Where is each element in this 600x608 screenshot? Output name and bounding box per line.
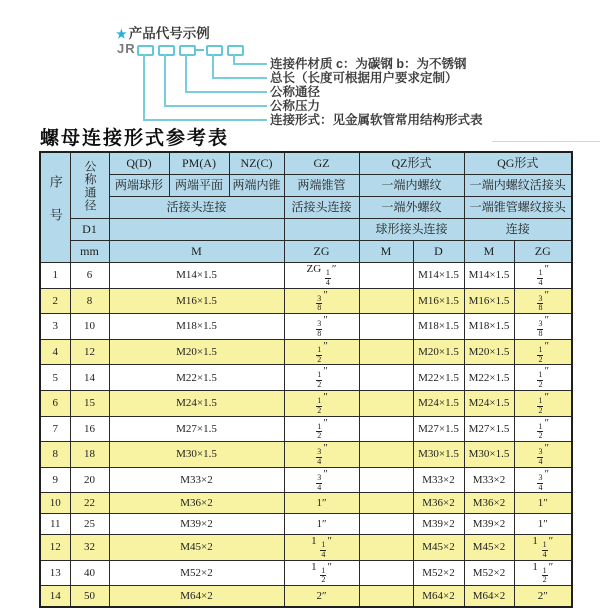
cell-qg-zg: $\frac{1}{2}$ ″ bbox=[514, 390, 572, 416]
cell-m: M16×1.5 bbox=[109, 288, 284, 314]
header-pm-sub: 两端平面 bbox=[169, 175, 229, 197]
cell-serial: 8 bbox=[40, 442, 70, 468]
cell-qz-m bbox=[359, 467, 413, 493]
header-pm: PM(A) bbox=[169, 152, 229, 175]
cell-serial: 7 bbox=[40, 416, 70, 442]
cell-qg-m: M36×2 bbox=[464, 493, 514, 514]
cell-mm: 25 bbox=[70, 514, 109, 535]
header-q-sub: 两端球形 bbox=[109, 175, 169, 197]
cell-qg-zg: $\frac{1}{2}$ ″ bbox=[514, 365, 572, 391]
cell-m: M36×2 bbox=[109, 493, 284, 514]
cell-qg-m: M33×2 bbox=[464, 467, 514, 493]
cell-qg-m: M14×1.5 bbox=[464, 263, 514, 289]
table-row bbox=[40, 339, 572, 365]
header-col-zg2: ZG bbox=[514, 241, 572, 263]
cell-qz-d: M64×2 bbox=[413, 586, 464, 607]
cell-qg-zg: $\frac{1}{2}$ ″ bbox=[514, 416, 572, 442]
cell-m: M30×1.5 bbox=[109, 442, 284, 468]
nut-connection-table bbox=[39, 151, 573, 608]
cell-gz: $\frac{1}{2}$ ″ bbox=[284, 339, 359, 365]
cell-qz-d: M36×2 bbox=[413, 493, 464, 514]
cell-qg-m: M52×2 bbox=[464, 560, 514, 586]
cell-serial: 1 bbox=[40, 263, 70, 289]
cell-qz-d: M14×1.5 bbox=[413, 263, 464, 289]
diagram-heading-text: 产品代号示例 bbox=[128, 26, 210, 41]
cell-qz-d: M45×2 bbox=[413, 534, 464, 560]
cell-qz-d: M33×2 bbox=[413, 467, 464, 493]
cell-qg-zg: $\frac{1}{2}$ ″ bbox=[514, 339, 572, 365]
cell-gz: 1″ bbox=[284, 493, 359, 514]
cell-gz: $\frac{3}{4}$ ″ bbox=[284, 442, 359, 468]
header-col-m3: M bbox=[464, 241, 514, 263]
cell-qz-d: M52×2 bbox=[413, 560, 464, 586]
cell-mm: 6 bbox=[70, 263, 109, 289]
header-qg-sub2: 一端锥管螺纹接头 bbox=[464, 197, 572, 219]
header-col-m2: M bbox=[359, 241, 413, 263]
connector-line bbox=[185, 54, 187, 93]
header-nz-sub: 两端内锥 bbox=[229, 175, 284, 197]
cell-qg-m: M64×2 bbox=[464, 586, 514, 607]
cell-mm: 15 bbox=[70, 390, 109, 416]
header-col-d: D bbox=[413, 241, 464, 263]
cell-qz-d: M24×1.5 bbox=[413, 390, 464, 416]
cell-qz-m bbox=[359, 442, 413, 468]
code-box-4 bbox=[206, 45, 223, 56]
cell-m: M33×2 bbox=[109, 467, 284, 493]
connector-line bbox=[164, 105, 267, 107]
cell-mm: 40 bbox=[70, 560, 109, 586]
cell-qz-m bbox=[359, 586, 413, 607]
header-col-zg1: ZG bbox=[284, 241, 359, 263]
cell-mm: 32 bbox=[70, 534, 109, 560]
cell-m: M18×1.5 bbox=[109, 314, 284, 340]
cell-m: M24×1.5 bbox=[109, 390, 284, 416]
cell-qz-m bbox=[359, 390, 413, 416]
diagram-label-connection: 连接形式：见金属软管常用结构形式表 bbox=[270, 113, 483, 127]
cell-gz: 1 $\frac{1}{4}$ ″ bbox=[284, 534, 359, 560]
header-nominal-diameter: 公称通径 bbox=[70, 152, 109, 219]
cell-qz-d: M18×1.5 bbox=[413, 314, 464, 340]
table-row bbox=[40, 493, 572, 514]
header-qz-sub1: 一端内螺纹 bbox=[359, 175, 464, 197]
cell-qg-zg: $\frac{3}{4}$ ″ bbox=[514, 467, 572, 493]
header-qg-sub3: 连接 bbox=[464, 219, 572, 241]
code-box-2 bbox=[158, 45, 175, 56]
cell-qg-m: M39×2 bbox=[464, 514, 514, 535]
cell-qg-zg: 1 $\frac{1}{2}$ ″ bbox=[514, 560, 572, 586]
cell-m: M20×1.5 bbox=[109, 339, 284, 365]
diagram-label-material: 连接件材质 c：为碳钢 b：为不锈钢 bbox=[270, 57, 467, 71]
cell-qz-m bbox=[359, 365, 413, 391]
code-box-3 bbox=[179, 45, 196, 56]
header-qg-sub1: 一端内螺纹活接头 bbox=[464, 175, 572, 197]
header-nz: NZ(C) bbox=[229, 152, 284, 175]
header-empty-1 bbox=[109, 219, 284, 241]
cell-qg-zg: 1″ bbox=[514, 514, 572, 535]
connector-line bbox=[164, 54, 166, 107]
cell-qz-d: M39×2 bbox=[413, 514, 464, 535]
header-gz: GZ bbox=[284, 152, 359, 175]
cell-qz-m bbox=[359, 288, 413, 314]
table-header bbox=[40, 152, 572, 263]
table-row bbox=[40, 288, 572, 314]
cell-qz-m bbox=[359, 263, 413, 289]
cell-mm: 14 bbox=[70, 365, 109, 391]
cell-serial: 13 bbox=[40, 560, 70, 586]
connector-line bbox=[143, 54, 145, 121]
header-q: Q(D) bbox=[109, 152, 169, 175]
cell-serial: 5 bbox=[40, 365, 70, 391]
star-icon: ★ bbox=[116, 27, 127, 41]
header-qz: QZ形式 bbox=[359, 152, 464, 175]
connector-line bbox=[212, 77, 267, 79]
header-col-m1: M bbox=[109, 241, 284, 263]
cell-mm: 22 bbox=[70, 493, 109, 514]
cell-qg-m: M20×1.5 bbox=[464, 339, 514, 365]
table-row bbox=[40, 467, 572, 493]
table-title: 螺母连接形式参考表 bbox=[40, 128, 230, 149]
table-body bbox=[40, 263, 572, 607]
cell-qg-m: M16×1.5 bbox=[464, 288, 514, 314]
cell-qg-zg: 2″ bbox=[514, 586, 572, 607]
cell-serial: 12 bbox=[40, 534, 70, 560]
connector-line bbox=[233, 63, 267, 65]
code-dash bbox=[195, 49, 204, 51]
cell-gz: ZG $\frac{1}{4}$ ″ bbox=[284, 263, 359, 289]
cell-gz: $\frac{1}{2}$ ″ bbox=[284, 390, 359, 416]
table-row bbox=[40, 534, 572, 560]
cell-qz-d: M20×1.5 bbox=[413, 339, 464, 365]
table-row bbox=[40, 365, 572, 391]
cell-gz: $\frac{3}{8}$ ″ bbox=[284, 288, 359, 314]
cell-gz: 2″ bbox=[284, 586, 359, 607]
cell-serial: 2 bbox=[40, 288, 70, 314]
page-edge-line bbox=[492, 141, 600, 142]
diagram-label-diameter: 公称通径 bbox=[270, 85, 321, 99]
connector-line bbox=[212, 54, 214, 79]
cell-qg-m: M27×1.5 bbox=[464, 416, 514, 442]
cell-m: M27×1.5 bbox=[109, 416, 284, 442]
cell-mm: 16 bbox=[70, 416, 109, 442]
cell-serial: 9 bbox=[40, 467, 70, 493]
cell-m: M14×1.5 bbox=[109, 263, 284, 289]
cell-qg-m: M45×2 bbox=[464, 534, 514, 560]
cell-mm: 12 bbox=[70, 339, 109, 365]
cell-gz: 1″ bbox=[284, 514, 359, 535]
cell-m: M39×2 bbox=[109, 514, 284, 535]
cell-qg-m: M24×1.5 bbox=[464, 390, 514, 416]
table-row bbox=[40, 442, 572, 468]
diagram-label-length: 总长（长度可根据用户要求定制） bbox=[270, 71, 458, 85]
product-code-prefix: JR bbox=[117, 41, 136, 56]
cell-serial: 10 bbox=[40, 493, 70, 514]
header-qg: QG形式 bbox=[464, 152, 572, 175]
header-empty-2 bbox=[284, 219, 359, 241]
cell-qz-d: M30×1.5 bbox=[413, 442, 464, 468]
cell-qz-m bbox=[359, 534, 413, 560]
cell-m: M45×2 bbox=[109, 534, 284, 560]
table-row bbox=[40, 416, 572, 442]
cell-m: M52×2 bbox=[109, 560, 284, 586]
table-row bbox=[40, 263, 572, 289]
cell-serial: 14 bbox=[40, 586, 70, 607]
cell-mm: 10 bbox=[70, 314, 109, 340]
cell-mm: 18 bbox=[70, 442, 109, 468]
cell-m: M64×2 bbox=[109, 586, 284, 607]
table-row bbox=[40, 586, 572, 607]
code-box-1 bbox=[137, 45, 154, 56]
cell-qz-m bbox=[359, 339, 413, 365]
header-gz-sub: 两端锥管 bbox=[284, 175, 359, 197]
cell-serial: 3 bbox=[40, 314, 70, 340]
cell-qz-d: M22×1.5 bbox=[413, 365, 464, 391]
header-qz-sub3: 球形接头连接 bbox=[359, 219, 464, 241]
cell-qz-m bbox=[359, 416, 413, 442]
cell-qz-d: M27×1.5 bbox=[413, 416, 464, 442]
cell-qz-m bbox=[359, 560, 413, 586]
table-row bbox=[40, 390, 572, 416]
cell-qz-m bbox=[359, 493, 413, 514]
diagram-heading bbox=[116, 22, 210, 42]
header-gz-union: 活接头连接 bbox=[284, 197, 359, 219]
cell-gz: 1 $\frac{1}{2}$ ″ bbox=[284, 560, 359, 586]
cell-serial: 6 bbox=[40, 390, 70, 416]
cell-qz-m bbox=[359, 514, 413, 535]
cell-qg-m: M22×1.5 bbox=[464, 365, 514, 391]
table-row bbox=[40, 560, 572, 586]
cell-serial: 4 bbox=[40, 339, 70, 365]
cell-qg-zg: 1 $\frac{1}{4}$ ″ bbox=[514, 534, 572, 560]
header-d1: D1 bbox=[70, 219, 109, 241]
cell-qg-zg: $\frac{1}{4}$ ″ bbox=[514, 263, 572, 289]
header-serial: 序号 bbox=[40, 152, 70, 263]
cell-qz-m bbox=[359, 314, 413, 340]
cell-qg-zg: $\frac{3}{8}$ ″ bbox=[514, 314, 572, 340]
cell-qz-d: M16×1.5 bbox=[413, 288, 464, 314]
table-row bbox=[40, 314, 572, 340]
cell-mm: 8 bbox=[70, 288, 109, 314]
diagram-label-pressure: 公称压力 bbox=[270, 99, 321, 113]
cell-qg-zg: $\frac{3}{4}$ ″ bbox=[514, 442, 572, 468]
cell-qg-zg: $\frac{3}{8}$ ″ bbox=[514, 288, 572, 314]
cell-mm: 20 bbox=[70, 467, 109, 493]
cell-gz: $\frac{3}{8}$ ″ bbox=[284, 314, 359, 340]
cell-m: M22×1.5 bbox=[109, 365, 284, 391]
cell-serial: 11 bbox=[40, 514, 70, 535]
header-union-connection: 活接头连接 bbox=[109, 197, 284, 219]
header-qz-sub2: 一端外螺纹 bbox=[359, 197, 464, 219]
cell-gz: $\frac{3}{4}$ ″ bbox=[284, 467, 359, 493]
code-box-5 bbox=[227, 45, 244, 56]
cell-mm: 50 bbox=[70, 586, 109, 607]
connector-line bbox=[185, 91, 267, 93]
header-mm: mm bbox=[70, 241, 109, 263]
cell-gz: $\frac{1}{2}$ ″ bbox=[284, 416, 359, 442]
connector-line bbox=[143, 119, 267, 121]
cell-qg-m: M30×1.5 bbox=[464, 442, 514, 468]
cell-qg-m: M18×1.5 bbox=[464, 314, 514, 340]
table-row bbox=[40, 514, 572, 535]
cell-gz: $\frac{1}{2}$ ″ bbox=[284, 365, 359, 391]
cell-qg-zg: 1″ bbox=[514, 493, 572, 514]
